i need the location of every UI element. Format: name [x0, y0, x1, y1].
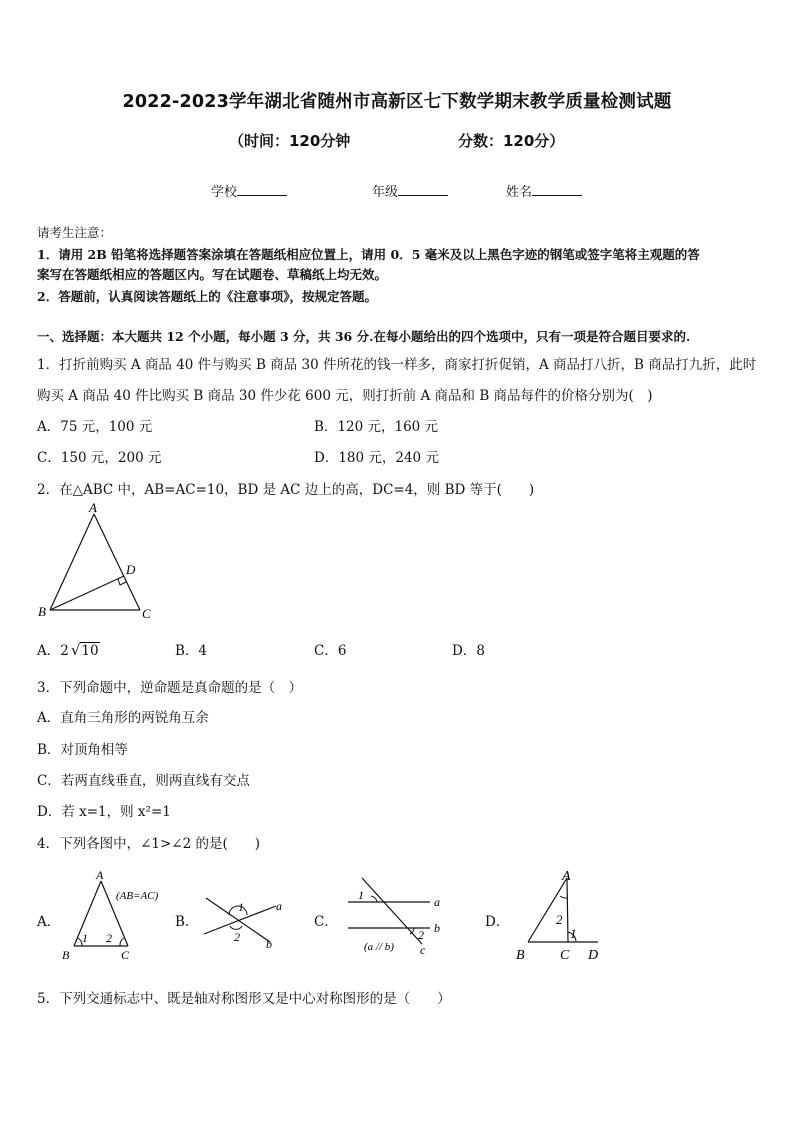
notice-item-1a: 1．请用 2B 铅笔将选择题答案涂填在答题纸相应位置上，请用 0．5 毫米及以上黑色字迹的钢笔或签字笔将主观题的答: [37, 247, 700, 262]
figb-label-b: b: [266, 937, 272, 950]
q1-option-b: B．120 元，160 元: [314, 419, 439, 435]
figb-label-2: 2: [234, 930, 240, 944]
figd-edge-ac: [567, 878, 568, 942]
label-d: D: [126, 562, 136, 577]
figd-label-2: 2: [556, 912, 563, 927]
grade-label: 年级: [372, 185, 399, 200]
page-title: 2022-2023学年湖北省随州市高新区七下数学期末教学质量检测试题: [122, 92, 672, 112]
figa-note: (AB=AC): [116, 890, 159, 902]
figd-label-1: 1: [570, 926, 577, 941]
q1-option-a: A．75 元，100 元: [37, 419, 153, 435]
label-c: C: [142, 606, 151, 621]
q3-option-c: C．若两直线垂直，则两直线有交点: [37, 773, 250, 789]
q2-text: 2．在△ABC 中，AB=AC=10，BD 是 AC 边上的高，DC=4，则 BD 等于( ): [37, 482, 535, 498]
figc-angle1-arc: [371, 896, 377, 902]
q3-option-a: A．直角三角形的两锐角互余: [37, 710, 209, 726]
figc-label-1: 1: [358, 888, 364, 902]
q4-figure-b: [198, 890, 290, 950]
school-blank: [237, 183, 287, 196]
sqrt-symbol: √10: [70, 641, 99, 659]
figd-label-b: B: [516, 948, 525, 962]
q2-triangle-figure: [34, 500, 164, 625]
q2-option-d: D．8: [452, 643, 485, 659]
q2-option-c: C．6: [314, 643, 347, 659]
q1-text-line1: 1．打折前购买 A 商品 40 件与购买 B 商品 30 件所花的钱一样多，商家打折促销，A 商品打八折，B 商品打九折，此时: [37, 357, 757, 373]
name-blank: [532, 183, 582, 196]
figa-label-a: A: [96, 868, 104, 882]
edge-ab: [50, 514, 94, 610]
figc-label-2: 2: [418, 928, 424, 942]
notice-heading: 请考生注意：: [37, 225, 113, 240]
sqrt-radicand: 10: [81, 643, 99, 659]
q1-option-d: D．180 元，240 元: [314, 450, 439, 466]
school-label: 学校: [211, 185, 238, 200]
q2-option-a: [37, 639, 100, 659]
figd-label-d: D: [588, 948, 599, 962]
figc-label-c: c: [420, 943, 426, 957]
q4-option-c-letter: C．: [314, 914, 338, 930]
figc-label-a: a: [434, 895, 440, 909]
name-field: [506, 181, 582, 200]
grade-blank: [398, 183, 448, 196]
school-field: [211, 181, 287, 200]
figb-label-a: a: [276, 899, 282, 913]
notice-item-1b: 案写在答题纸相应的答题区内。写在试题卷、草稿纸上均无效。: [37, 267, 388, 282]
segment-bd: [50, 576, 124, 610]
name-label: 姓名: [506, 185, 533, 200]
figa-label-b: B: [62, 948, 70, 962]
label-b: B: [38, 604, 46, 619]
figd-angle2-arc: [560, 896, 567, 898]
right-angle-mark: [118, 579, 126, 585]
figb-label-1: 1: [238, 900, 244, 914]
q3-text: 3．下列命题中，逆命题是真命题的是（ ）: [37, 680, 303, 696]
exam-time: （时间：120分钟: [229, 132, 351, 150]
notice-item-2: 2．答题前，认真阅读答题纸上的《注意事项》，按规定答题。: [37, 289, 377, 304]
figa-label-1: 1: [82, 931, 88, 945]
q4-figure-a: [58, 866, 168, 962]
q4-option-a-letter: A．: [37, 914, 61, 930]
figd-label-c: C: [560, 948, 570, 962]
figc-line-c: [362, 878, 422, 944]
q4-text: 4．下列各图中，∠1>∠2 的是( ): [37, 836, 261, 852]
grade-field: [372, 181, 448, 200]
q4-figure-c: [340, 872, 450, 960]
figd-label-a: A: [562, 869, 571, 884]
q4-figure-d: [512, 866, 612, 962]
figa-label-2: 2: [106, 931, 112, 945]
figb-angle2-arc: [230, 926, 242, 929]
q1-text-line2: 购买 A 商品 40 件比购买 B 商品 30 件少花 600 元，则打折前 A 商品和 B 商品每件的价格分别为( ): [37, 388, 653, 404]
q5-text: 5．下列交通标志中、既是轴对称图形又是中心对称图形的是（ ）: [37, 991, 451, 1007]
q4-option-b-letter: B．: [175, 914, 199, 930]
section-heading: 一、选择题：本大题共 12 个小题，每小题 3 分，共 36 分.在每小题给出的四个选项中，只有一项是符合题目要求的.: [37, 329, 691, 344]
q3-option-b: B．对顶角相等: [37, 742, 128, 758]
q3-option-d: D．若 x=1，则 x²=1: [37, 804, 171, 820]
q1-option-c: C．150 元，200 元: [37, 450, 162, 466]
figd-edge-ab: [528, 878, 567, 942]
q2-option-b: B．4: [175, 643, 208, 659]
figc-label-b: b: [434, 921, 440, 935]
figa-angle2-arc: [120, 938, 124, 946]
figc-note: (a // b): [364, 941, 394, 953]
exam-score: 分数：120分）: [458, 132, 565, 150]
q2-option-a-prefix: A．2: [37, 643, 69, 659]
figa-label-c: C: [121, 948, 130, 962]
label-a: A: [89, 500, 97, 515]
q4-option-d-letter: D．: [485, 914, 510, 930]
